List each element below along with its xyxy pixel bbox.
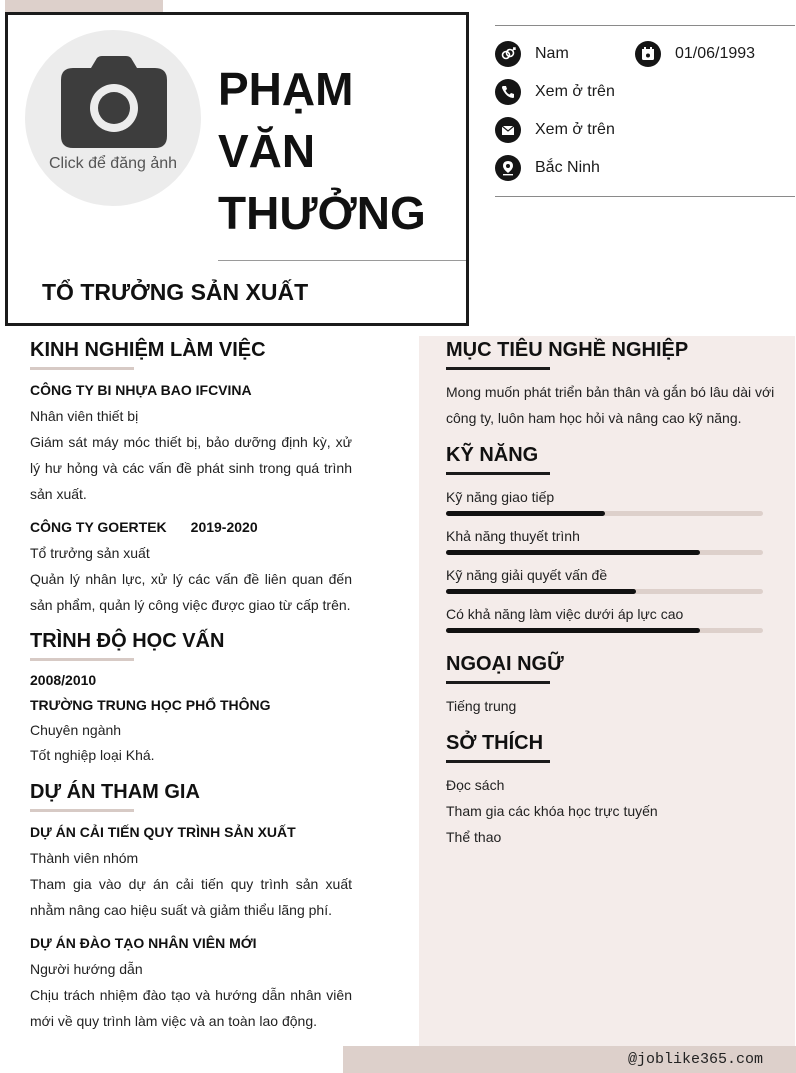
project-role: Thành viên nhóm [30, 850, 139, 866]
project-name: DỰ ÁN CẢI TIẾN QUY TRÌNH SẢN XUẤT [30, 824, 296, 840]
experience-years: 2019-2020 [190, 519, 258, 535]
experience-company: CÔNG TY GOERTEK 2019-2020 [30, 519, 258, 535]
contact-gender [495, 40, 569, 68]
experience-item [30, 514, 352, 618]
contact-email [495, 116, 615, 144]
email-icon [495, 117, 521, 143]
project-name: DỰ ÁN ĐÀO TẠO NHÂN VIÊN MỚI [30, 935, 257, 951]
birthdate-value: 01/06/1993 [675, 45, 756, 62]
gender-value: Nam [535, 45, 569, 62]
skill-label: Có khả năng làm việc dưới áp lực cao [446, 606, 684, 622]
skills-title: KỸ NĂNG [446, 444, 539, 466]
hobby-item: Đọc sách [446, 777, 505, 793]
projects-title: DỰ ÁN THAM GIA [30, 781, 200, 803]
experience-role: Tổ trưởng sản xuất [30, 545, 150, 561]
email-value: Xem ở trên [535, 121, 615, 138]
name-divider [218, 260, 466, 261]
contact-birthdate [635, 40, 755, 68]
education-item [30, 668, 352, 768]
right-column-panel [419, 336, 795, 1046]
contact-phone [495, 78, 615, 106]
projects-title-underline [30, 809, 134, 812]
avatar-upload[interactable] [25, 30, 201, 206]
skill-item [446, 604, 763, 633]
education-title-underline [30, 658, 134, 661]
project-role: Người hướng dẫn [30, 961, 143, 977]
education-school: TRƯỜNG TRUNG HỌC PHỔ THÔNG [30, 697, 271, 713]
project-description: Chịu trách nhiệm đào tạo và hướng dẫn nhân viên mới về quy trình làm việc và an toàn lao động. [30, 987, 352, 1029]
skill-bar-fill [446, 511, 605, 516]
skill-label: Kỹ năng giải quyết vấn đề [446, 567, 608, 583]
candidate-name [218, 58, 458, 244]
experience-item [30, 377, 352, 507]
job-title: TỔ TRƯỞNG SẢN XUẤT [42, 279, 309, 305]
skill-bar [446, 511, 763, 516]
footer-handle: @joblike365.com [627, 1051, 763, 1068]
project-item [30, 930, 352, 1034]
languages-list [446, 693, 516, 719]
experience-description: Giám sát máy móc thiết bị, bảo dưỡng định kỳ, xử lý hư hỏng và các vấn đề phát sinh trong quá trình sản xuất. [30, 434, 352, 502]
skill-bar-fill [446, 628, 700, 633]
experience-description: Quản lý nhân lực, xử lý các vấn đề liên quan đến sản phẩm, quản lý công việc được giao từ cấp trên. [30, 571, 352, 613]
languages-title-underline [446, 681, 550, 684]
hobbies-list [446, 772, 658, 850]
languages-title: NGOẠI NGỮ [446, 653, 564, 675]
skills-title-underline [446, 472, 550, 475]
camera-icon [61, 56, 167, 153]
name-line: PHẠM [218, 63, 354, 115]
project-description: Tham gia vào dự án cải tiến quy trình sản xuất nhằm nâng cao hiệu suất và giảm thiểu lãng phí. [30, 876, 352, 918]
objective-text: Mong muốn phát triển bản thân và gắn bó lâu dài với công ty, luôn ham học hỏi và nâng cao kỹ năng. [446, 384, 775, 426]
language-item: Tiếng trung [446, 698, 517, 714]
experience-title: KINH NGHIỆM LÀM VIỆC [30, 339, 266, 361]
name-line: VĂN [218, 125, 316, 177]
skill-item [446, 526, 763, 555]
objective-title: MỤC TIÊU NGHỀ NGHIỆP [446, 339, 689, 361]
avatar-upload-label: Click để đăng ảnh [48, 155, 178, 172]
skill-label: Kỹ năng giao tiếp [446, 489, 555, 505]
calendar-icon [635, 41, 661, 67]
name-line: THƯỞNG [218, 187, 426, 239]
education-years: 2008/2010 [30, 672, 97, 688]
objective-title-underline [446, 367, 550, 370]
hobby-item: Thể thao [446, 829, 502, 845]
skill-bar [446, 589, 763, 594]
education-major: Chuyên ngành [30, 722, 122, 738]
skill-bar-fill [446, 589, 636, 594]
project-item [30, 819, 352, 923]
skill-item [446, 487, 763, 516]
phone-icon [495, 79, 521, 105]
skill-bar-fill [446, 550, 700, 555]
experience-role: Nhân viên thiết bị [30, 408, 139, 424]
hobbies-title: SỞ THÍCH [446, 732, 544, 754]
gender-icon [495, 41, 521, 67]
education-title: TRÌNH ĐỘ HỌC VẤN [30, 630, 225, 652]
address-value: Bắc Ninh [535, 159, 600, 176]
hobbies-title-underline [446, 760, 550, 763]
contact-divider-top [495, 25, 795, 26]
experience-title-underline [30, 367, 134, 370]
skill-label: Khả năng thuyết trình [446, 528, 580, 544]
contact-divider-bottom [495, 196, 795, 197]
location-pin-icon [495, 155, 521, 181]
hobby-item: Tham gia các khóa học trực tuyến [446, 803, 658, 819]
skill-bar [446, 550, 763, 555]
experience-company: CÔNG TY BI NHỰA BAO IFCVINA [30, 382, 252, 398]
skill-bar [446, 628, 763, 633]
education-result: Tốt nghiệp loại Khá. [30, 747, 155, 763]
skill-item [446, 565, 763, 594]
contact-address [495, 154, 600, 182]
phone-value: Xem ở trên [535, 83, 615, 100]
